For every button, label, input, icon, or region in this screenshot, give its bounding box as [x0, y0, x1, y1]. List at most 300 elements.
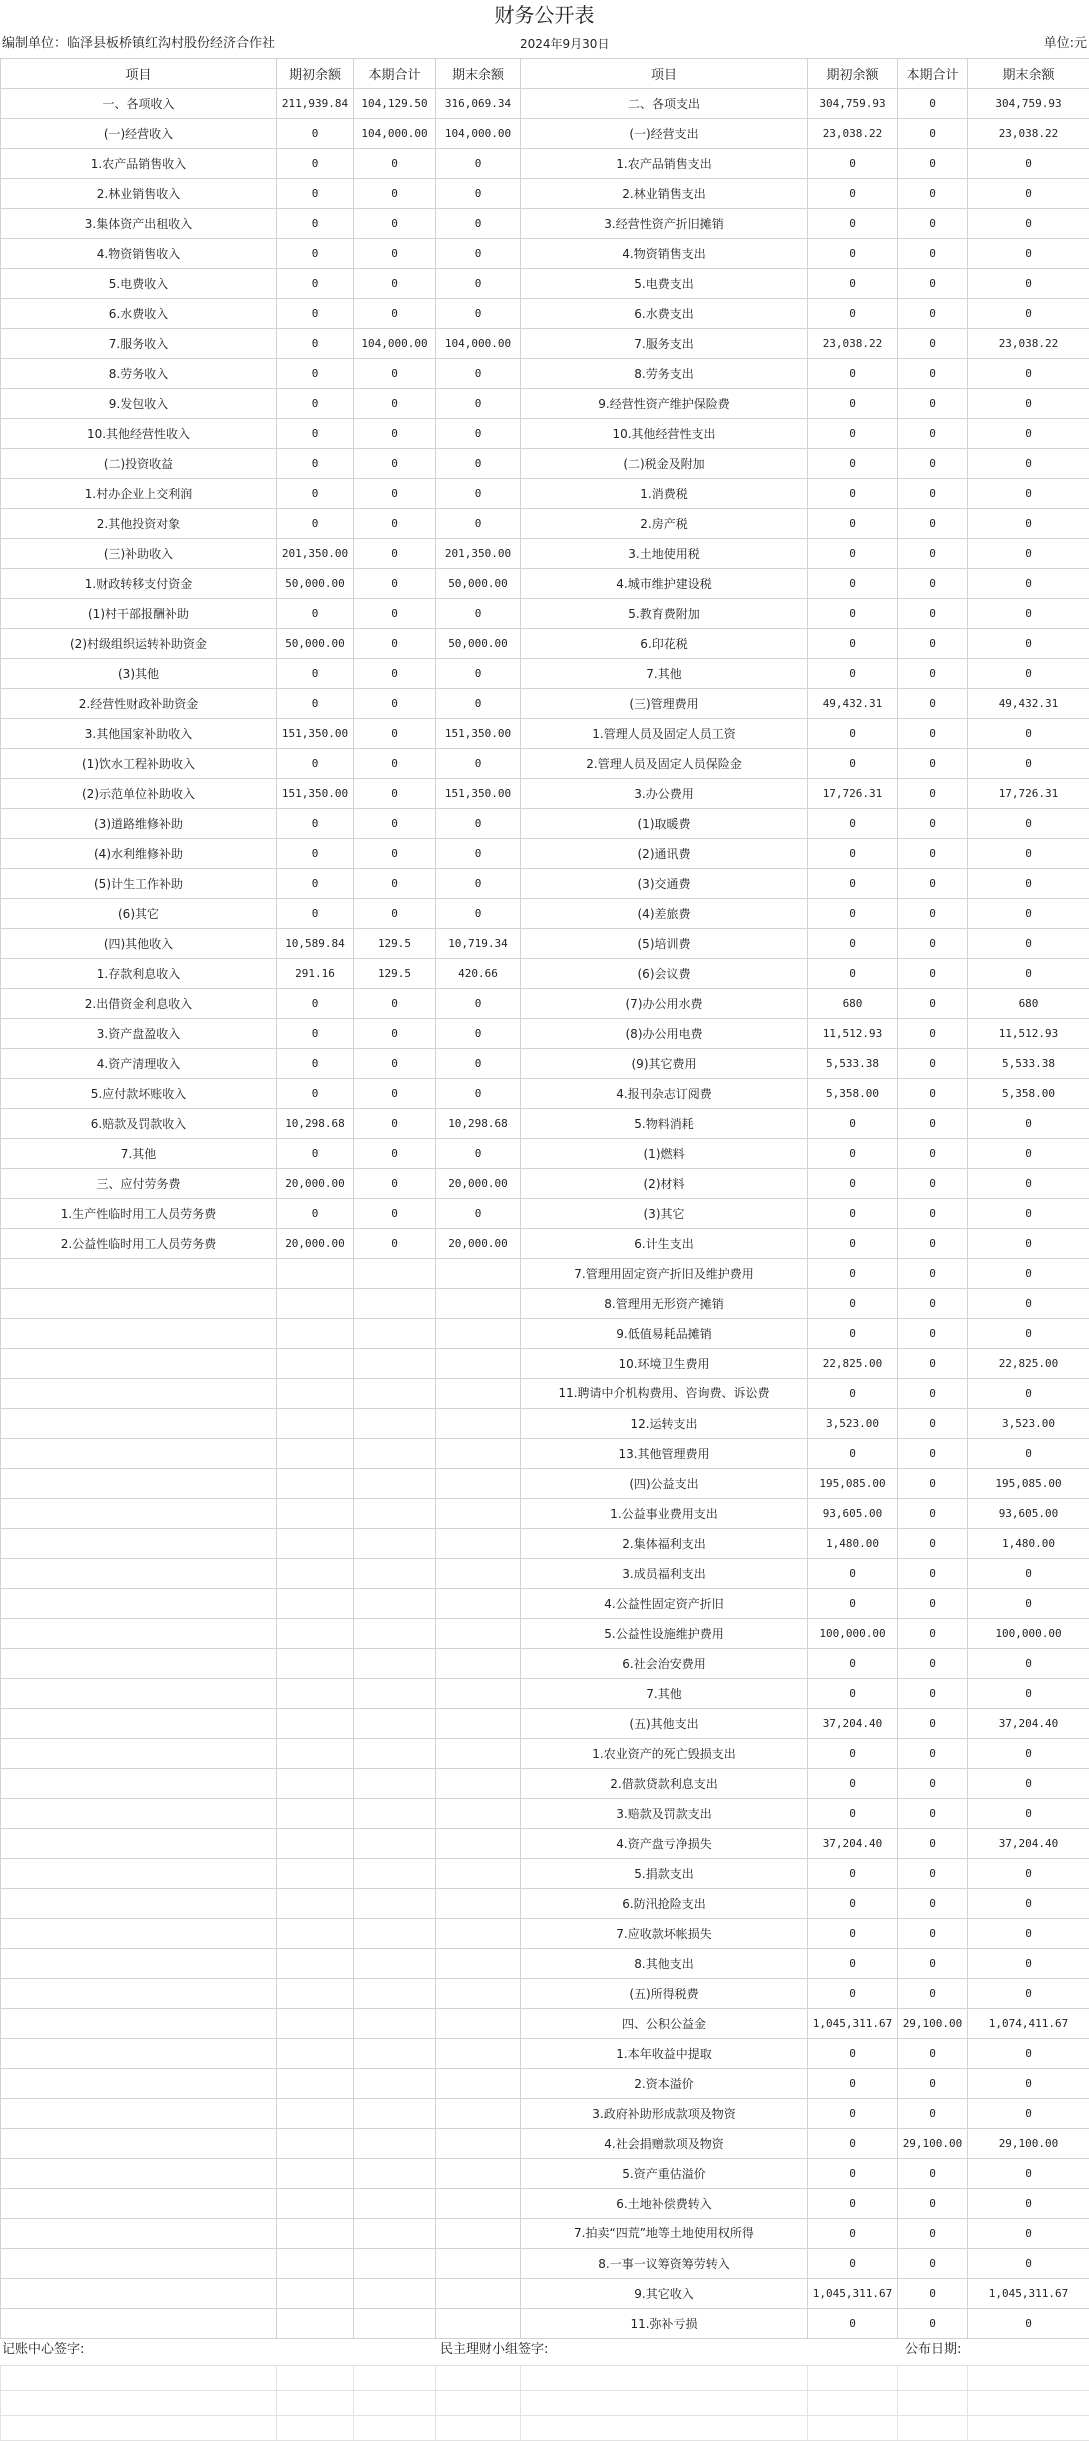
cell-income-closing — [436, 1949, 521, 1979]
cell-income-closing — [436, 1679, 521, 1709]
cell-income-period: 104,129.50 — [354, 89, 436, 119]
blank-cell — [898, 2416, 968, 2441]
cell-income-closing: 0 — [436, 809, 521, 839]
cell-income-closing: 151,350.00 — [436, 779, 521, 809]
cell-income-closing — [436, 1979, 521, 2009]
cell-income-closing — [436, 2249, 521, 2279]
cell-income-opening — [277, 1979, 354, 2009]
cell-expense-item: (2)通讯费 — [521, 839, 808, 869]
table-row — [1, 809, 1089, 839]
cell-expense-item: 5.公益性设施维护费用 — [521, 1619, 808, 1649]
cell-income-item: 3.集体资产出租收入 — [1, 209, 277, 239]
cell-expense-opening: 0 — [808, 1949, 898, 1979]
cell-income-period — [354, 1949, 436, 1979]
cell-income-opening: 0 — [277, 659, 354, 689]
cell-expense-period: 0 — [898, 1319, 968, 1349]
cell-expense-opening: 0 — [808, 539, 898, 569]
table-row — [1, 2039, 1089, 2069]
cell-expense-closing: 0 — [968, 2309, 1089, 2339]
blank-cell — [1, 2416, 277, 2441]
cell-income-closing — [436, 1859, 521, 1889]
cell-income-period — [354, 2129, 436, 2159]
cell-income-item — [1, 1949, 277, 1979]
cell-expense-opening: 0 — [808, 899, 898, 929]
cell-income-closing — [436, 1619, 521, 1649]
cell-expense-period: 0 — [898, 1709, 968, 1739]
cell-expense-period: 0 — [898, 809, 968, 839]
cell-expense-opening: 0 — [808, 1799, 898, 1829]
cell-expense-item: 13.其他管理费用 — [521, 1439, 808, 1469]
cell-income-closing — [436, 1799, 521, 1829]
cell-income-item: 2.公益性临时用工人员劳务费 — [1, 1229, 277, 1259]
cell-income-period: 0 — [354, 209, 436, 239]
cell-income-period: 0 — [354, 1199, 436, 1229]
cell-income-closing: 10,719.34 — [436, 929, 521, 959]
cell-expense-item: 6.土地补偿费转入 — [521, 2189, 808, 2219]
cell-income-closing — [436, 1259, 521, 1289]
cell-expense-opening: 0 — [808, 1769, 898, 1799]
cell-income-closing: 0 — [436, 479, 521, 509]
cell-expense-closing: 0 — [968, 2099, 1089, 2129]
cell-expense-period: 0 — [898, 899, 968, 929]
cell-expense-item: 11.弥补亏损 — [521, 2309, 808, 2339]
cell-expense-item: 6.计生支出 — [521, 1229, 808, 1259]
cell-expense-opening: 0 — [808, 599, 898, 629]
table-row — [1, 749, 1089, 779]
cell-income-opening — [277, 1319, 354, 1349]
table-row — [1, 509, 1089, 539]
cell-expense-closing: 680 — [968, 989, 1089, 1019]
cell-expense-period: 0 — [898, 1049, 968, 1079]
cell-expense-closing: 0 — [968, 179, 1089, 209]
cell-expense-opening: 0 — [808, 869, 898, 899]
cell-expense-period: 0 — [898, 1829, 968, 1859]
cell-income-item: 9.发包收入 — [1, 389, 277, 419]
cell-income-period: 0 — [354, 659, 436, 689]
cell-expense-item: 3.赔款及罚款支出 — [521, 1799, 808, 1829]
cell-expense-period: 0 — [898, 719, 968, 749]
cell-expense-period: 0 — [898, 179, 968, 209]
cell-expense-closing: 0 — [968, 1859, 1089, 1889]
cell-expense-opening: 304,759.93 — [808, 89, 898, 119]
cell-income-item — [1, 1829, 277, 1859]
cell-income-item — [1, 2069, 277, 2099]
cell-expense-opening: 0 — [808, 1139, 898, 1169]
cell-expense-item: 8.管理用无形资产摊销 — [521, 1289, 808, 1319]
report-date: 2024年9月30日 — [520, 32, 609, 56]
cell-expense-period: 0 — [898, 449, 968, 479]
cell-income-opening: 0 — [277, 449, 354, 479]
cell-income-closing: 420.66 — [436, 959, 521, 989]
cell-expense-closing: 0 — [968, 929, 1089, 959]
cell-expense-period: 0 — [898, 929, 968, 959]
cell-income-opening — [277, 1499, 354, 1529]
cell-expense-period: 0 — [898, 2249, 968, 2279]
cell-expense-item: (5)培训费 — [521, 929, 808, 959]
cell-expense-opening: 0 — [808, 449, 898, 479]
table-header-row — [1, 59, 1089, 89]
table-row — [1, 2309, 1089, 2339]
cell-expense-closing: 0 — [968, 1439, 1089, 1469]
cell-income-closing: 0 — [436, 1139, 521, 1169]
cell-income-opening — [277, 2189, 354, 2219]
cell-expense-opening: 0 — [808, 1319, 898, 1349]
cell-expense-opening: 0 — [808, 1589, 898, 1619]
blank-cell — [354, 2416, 436, 2441]
cell-expense-period: 0 — [898, 1199, 968, 1229]
cell-income-opening: 0 — [277, 239, 354, 269]
cell-expense-opening: 0 — [808, 1259, 898, 1289]
cell-income-period: 0 — [354, 569, 436, 599]
cell-expense-item: 9.经营性资产维护保险费 — [521, 389, 808, 419]
cell-income-closing: 0 — [436, 239, 521, 269]
header-expense-period: 本期合计 — [898, 59, 968, 89]
table-row — [1, 1559, 1089, 1589]
table-body — [1, 89, 1089, 2339]
cell-income-opening: 0 — [277, 1019, 354, 1049]
cell-expense-opening: 93,605.00 — [808, 1499, 898, 1529]
cell-expense-closing: 37,204.40 — [968, 1709, 1089, 1739]
cell-expense-period: 0 — [898, 1979, 968, 2009]
cell-expense-closing: 195,085.00 — [968, 1469, 1089, 1499]
table-row — [1, 1589, 1089, 1619]
cell-expense-opening: 100,000.00 — [808, 1619, 898, 1649]
cell-income-opening — [277, 1829, 354, 1859]
cell-income-period: 0 — [354, 509, 436, 539]
table-row — [1, 359, 1089, 389]
cell-income-item — [1, 1439, 277, 1469]
cell-expense-item: (2)材料 — [521, 1169, 808, 1199]
header-income-period: 本期合计 — [354, 59, 436, 89]
table-row — [1, 719, 1089, 749]
cell-expense-closing: 0 — [968, 2189, 1089, 2219]
cell-income-closing: 0 — [436, 899, 521, 929]
cell-expense-period: 0 — [898, 1529, 968, 1559]
cell-expense-period: 0 — [898, 1649, 968, 1679]
cell-income-closing: 0 — [436, 749, 521, 779]
cell-income-closing: 0 — [436, 989, 521, 1019]
cell-expense-period: 0 — [898, 2039, 968, 2069]
cell-expense-period: 29,100.00 — [898, 2129, 968, 2159]
cell-income-period: 104,000.00 — [354, 119, 436, 149]
cell-income-closing: 0 — [436, 359, 521, 389]
blank-cell — [436, 2366, 521, 2391]
cell-expense-period: 0 — [898, 119, 968, 149]
cell-expense-item: 2.管理人员及固定人员保险金 — [521, 749, 808, 779]
cell-expense-period: 0 — [898, 2279, 968, 2309]
cell-expense-period: 0 — [898, 959, 968, 989]
blank-cell — [898, 2366, 968, 2391]
cell-income-opening — [277, 1919, 354, 1949]
cell-expense-opening: 0 — [808, 389, 898, 419]
cell-expense-opening: 0 — [808, 929, 898, 959]
cell-expense-item: 1.消费税 — [521, 479, 808, 509]
cell-expense-item: 2.房产税 — [521, 509, 808, 539]
cell-income-period — [354, 1469, 436, 1499]
table-row — [1, 1739, 1089, 1769]
cell-expense-period: 0 — [898, 779, 968, 809]
cell-income-opening — [277, 1679, 354, 1709]
table-row — [1, 1229, 1089, 1259]
table-row — [1, 539, 1089, 569]
publish-date-label: 公布日期: — [905, 2337, 961, 2363]
cell-income-opening: 20,000.00 — [277, 1169, 354, 1199]
cell-expense-item: 8.一事一议筹资筹劳转入 — [521, 2249, 808, 2279]
cell-expense-closing: 0 — [968, 629, 1089, 659]
cell-income-item: (1)村干部报酬补助 — [1, 599, 277, 629]
cell-income-opening: 0 — [277, 1079, 354, 1109]
cell-income-closing — [436, 1289, 521, 1319]
cell-expense-period: 0 — [898, 1769, 968, 1799]
cell-income-opening: 0 — [277, 899, 354, 929]
cell-expense-item: 5.捐款支出 — [521, 1859, 808, 1889]
cell-income-period — [354, 1589, 436, 1619]
cell-expense-item: (三)管理费用 — [521, 689, 808, 719]
table-row — [1, 239, 1089, 269]
cell-expense-closing: 0 — [968, 839, 1089, 869]
cell-expense-item: 12.运转支出 — [521, 1409, 808, 1439]
cell-expense-item: 5.电费支出 — [521, 269, 808, 299]
cell-expense-period: 0 — [898, 1469, 968, 1499]
cell-income-item: (5)计生工作补助 — [1, 869, 277, 899]
cell-expense-opening: 37,204.40 — [808, 1829, 898, 1859]
cell-income-item — [1, 2009, 277, 2039]
cell-income-item — [1, 2249, 277, 2279]
cell-income-closing — [436, 1769, 521, 1799]
header-income-closing: 期末余额 — [436, 59, 521, 89]
cell-income-closing — [436, 1589, 521, 1619]
cell-income-opening: 0 — [277, 989, 354, 1019]
cell-expense-period: 0 — [898, 1019, 968, 1049]
cell-expense-item: 二、各项支出 — [521, 89, 808, 119]
cell-expense-opening: 0 — [808, 1379, 898, 1409]
cell-income-period — [354, 1979, 436, 2009]
cell-income-period — [354, 1889, 436, 1919]
cell-income-closing — [436, 2159, 521, 2189]
cell-expense-item: (6)会议费 — [521, 959, 808, 989]
cell-income-opening — [277, 1799, 354, 1829]
cell-income-opening: 151,350.00 — [277, 779, 354, 809]
cell-income-opening: 0 — [277, 389, 354, 419]
table-row — [1, 1469, 1089, 1499]
cell-expense-closing: 23,038.22 — [968, 119, 1089, 149]
cell-expense-closing: 100,000.00 — [968, 1619, 1089, 1649]
cell-income-period: 0 — [354, 269, 436, 299]
table-row — [1, 1709, 1089, 1739]
cell-expense-item: (一)经营支出 — [521, 119, 808, 149]
cell-income-closing — [436, 1739, 521, 1769]
cell-expense-period: 0 — [898, 89, 968, 119]
table-row — [1, 1679, 1089, 1709]
cell-income-closing: 0 — [436, 179, 521, 209]
cell-expense-item: (1)燃料 — [521, 1139, 808, 1169]
blank-cell — [277, 2366, 354, 2391]
cell-income-opening: 201,350.00 — [277, 539, 354, 569]
cell-expense-item: 5.教育费附加 — [521, 599, 808, 629]
cell-income-closing: 20,000.00 — [436, 1229, 521, 1259]
cell-expense-closing: 0 — [968, 239, 1089, 269]
cell-income-closing — [436, 1829, 521, 1859]
cell-income-opening: 0 — [277, 1199, 354, 1229]
cell-income-period — [354, 2069, 436, 2099]
table-row — [1, 329, 1089, 359]
cell-expense-item: (二)税金及附加 — [521, 449, 808, 479]
cell-expense-opening: 0 — [808, 2249, 898, 2279]
cell-income-period — [354, 1529, 436, 1559]
cell-income-item: (1)饮水工程补助收入 — [1, 749, 277, 779]
cell-expense-item: 8.其他支出 — [521, 1949, 808, 1979]
cell-expense-period: 0 — [898, 1619, 968, 1649]
cell-expense-item: 2.集体福利支出 — [521, 1529, 808, 1559]
table-row — [1, 779, 1089, 809]
cell-income-item — [1, 1349, 277, 1379]
table-row — [1, 419, 1089, 449]
cell-income-item — [1, 2279, 277, 2309]
cell-income-period: 0 — [354, 779, 436, 809]
cell-income-opening — [277, 2099, 354, 2129]
cell-income-period — [354, 2219, 436, 2249]
blank-cell — [354, 2366, 436, 2391]
blank-cell — [1, 2391, 277, 2416]
cell-income-opening — [277, 2039, 354, 2069]
table-row — [1, 1019, 1089, 1049]
cell-expense-period: 0 — [898, 1589, 968, 1619]
cell-expense-period: 0 — [898, 2069, 968, 2099]
cell-income-item: 2.经营性财政补助资金 — [1, 689, 277, 719]
cell-expense-item: (8)办公用电费 — [521, 1019, 808, 1049]
cell-income-period: 0 — [354, 1019, 436, 1049]
cell-income-item — [1, 1289, 277, 1319]
cell-income-opening: 20,000.00 — [277, 1229, 354, 1259]
cell-expense-closing: 0 — [968, 389, 1089, 419]
cell-expense-period: 0 — [898, 989, 968, 1019]
bookkeeper-signature-label: 记账中心签字: — [2, 2337, 84, 2363]
table-row — [1, 1169, 1089, 1199]
cell-income-period — [354, 1739, 436, 1769]
cell-expense-opening: 3,523.00 — [808, 1409, 898, 1439]
cell-income-period — [354, 1919, 436, 1949]
header-expense-opening: 期初余额 — [808, 59, 898, 89]
cell-income-opening: 291.16 — [277, 959, 354, 989]
table-row — [1, 1619, 1089, 1649]
cell-expense-period: 0 — [898, 689, 968, 719]
cell-income-opening — [277, 1709, 354, 1739]
cell-expense-opening: 0 — [808, 299, 898, 329]
cell-expense-opening: 0 — [808, 2069, 898, 2099]
table-row — [1, 1499, 1089, 1529]
cell-expense-opening: 5,533.38 — [808, 1049, 898, 1079]
cell-expense-period: 0 — [898, 2159, 968, 2189]
cell-expense-period: 0 — [898, 299, 968, 329]
cell-income-period: 0 — [354, 629, 436, 659]
cell-income-opening: 50,000.00 — [277, 569, 354, 599]
cell-income-item: 3.其他国家补助收入 — [1, 719, 277, 749]
cell-expense-period: 0 — [898, 1259, 968, 1289]
cell-expense-period: 0 — [898, 329, 968, 359]
cell-income-closing: 201,350.00 — [436, 539, 521, 569]
cell-expense-item: 6.印花税 — [521, 629, 808, 659]
cell-expense-period: 0 — [898, 1409, 968, 1439]
cell-income-period: 0 — [354, 599, 436, 629]
blank-cell — [277, 2391, 354, 2416]
table-row — [1, 2069, 1089, 2099]
cell-income-closing: 0 — [436, 419, 521, 449]
cell-expense-opening: 0 — [808, 2039, 898, 2069]
cell-expense-item: 7.服务支出 — [521, 329, 808, 359]
cell-income-period: 0 — [354, 1229, 436, 1259]
cell-income-opening: 0 — [277, 359, 354, 389]
cell-expense-opening: 0 — [808, 2309, 898, 2339]
cell-income-opening: 0 — [277, 179, 354, 209]
table-row — [1, 989, 1089, 1019]
cell-income-closing — [436, 2219, 521, 2249]
cell-income-item: 5.电费收入 — [1, 269, 277, 299]
cell-income-period — [354, 1859, 436, 1889]
cell-income-closing — [436, 1649, 521, 1679]
table-row — [1, 1259, 1089, 1289]
blank-cell — [968, 2366, 1089, 2391]
cell-income-opening: 151,350.00 — [277, 719, 354, 749]
cell-expense-closing: 0 — [968, 1319, 1089, 1349]
cell-income-item: 7.服务收入 — [1, 329, 277, 359]
cell-expense-opening: 0 — [808, 959, 898, 989]
blank-row — [1, 2416, 1089, 2441]
cell-expense-opening: 0 — [808, 1679, 898, 1709]
cell-expense-closing: 0 — [968, 1949, 1089, 1979]
cell-income-closing: 0 — [436, 209, 521, 239]
cell-expense-item: 1.本年收益中提取 — [521, 2039, 808, 2069]
cell-expense-item: 9.其它收入 — [521, 2279, 808, 2309]
cell-expense-closing: 0 — [968, 509, 1089, 539]
cell-income-period: 0 — [354, 149, 436, 179]
cell-income-period: 0 — [354, 989, 436, 1019]
cell-income-item — [1, 1589, 277, 1619]
cell-expense-item: 6.水费支出 — [521, 299, 808, 329]
cell-income-item — [1, 1649, 277, 1679]
cell-income-period — [354, 1379, 436, 1409]
cell-income-opening — [277, 2309, 354, 2339]
cell-expense-opening: 1,480.00 — [808, 1529, 898, 1559]
cell-income-opening: 0 — [277, 599, 354, 629]
cell-expense-period: 0 — [898, 1349, 968, 1379]
cell-expense-period: 0 — [898, 1559, 968, 1589]
table-row — [1, 1769, 1089, 1799]
currency-unit: 单位:元 — [1044, 32, 1087, 56]
finance-table — [0, 58, 1089, 2339]
cell-expense-opening: 0 — [808, 809, 898, 839]
cell-income-period: 129.5 — [354, 929, 436, 959]
cell-expense-period: 0 — [898, 569, 968, 599]
cell-expense-item: 4.公益性固定资产折旧 — [521, 1589, 808, 1619]
table-row — [1, 2219, 1089, 2249]
cell-expense-period: 0 — [898, 149, 968, 179]
cell-income-item: 8.劳务收入 — [1, 359, 277, 389]
cell-expense-opening: 0 — [808, 359, 898, 389]
cell-expense-item: (3)交通费 — [521, 869, 808, 899]
cell-expense-closing: 22,825.00 — [968, 1349, 1089, 1379]
cell-income-opening: 10,298.68 — [277, 1109, 354, 1139]
cell-expense-item: (1)取暖费 — [521, 809, 808, 839]
cell-income-closing: 104,000.00 — [436, 119, 521, 149]
cell-expense-opening: 17,726.31 — [808, 779, 898, 809]
table-row — [1, 1409, 1089, 1439]
table-row — [1, 1079, 1089, 1109]
cell-expense-period: 0 — [898, 1109, 968, 1139]
cell-expense-opening: 0 — [808, 1889, 898, 1919]
cell-expense-closing: 304,759.93 — [968, 89, 1089, 119]
cell-expense-period: 0 — [898, 629, 968, 659]
cell-income-opening — [277, 1949, 354, 1979]
